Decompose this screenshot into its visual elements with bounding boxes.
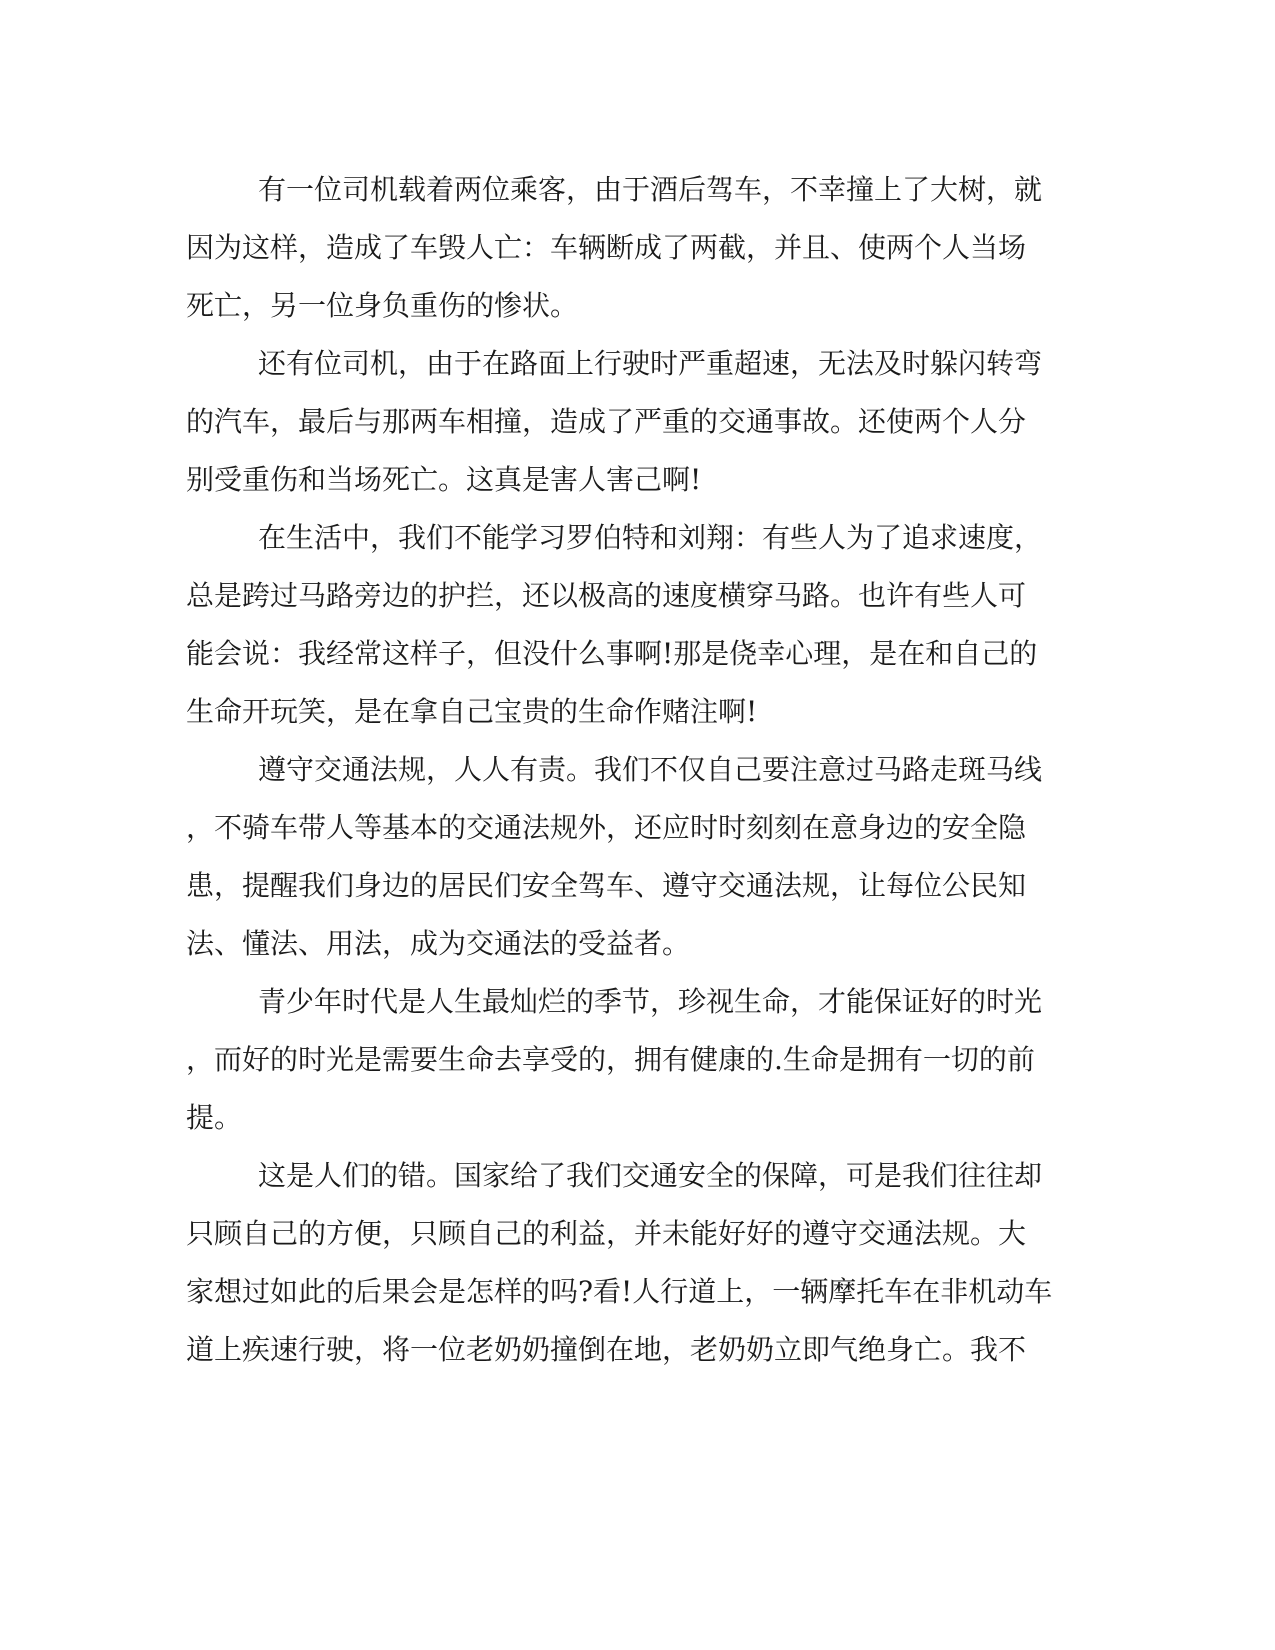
paragraph-line: 能会说：我经常这样子，但没什么事啊!那是侥幸心理，是在和自己的 (186, 637, 1038, 670)
paragraph-line: ，而好的时光是需要生命去享受的，拥有健康的.生命是拥有一切的前 (186, 1043, 1035, 1076)
paragraph-line: 死亡，另一位身负重伤的惨状。 (186, 289, 579, 322)
paragraph-line: 有一位司机载着两位乘客，由于酒后驾车，不幸撞上了大树，就 (258, 173, 1043, 206)
paragraph-line: 道上疾速行驶，将一位老奶奶撞倒在地，老奶奶立即气绝身亡。我不 (186, 1333, 1027, 1366)
paragraph-line: 提。 (186, 1101, 243, 1134)
paragraph-line: ，不骑车带人等基本的交通法规外，还应时时刻刻在意身边的安全隐 (186, 811, 1027, 844)
paragraph-line: 只顾自己的方便，只顾自己的利益，并未能好好的遵守交通法规。大 (186, 1217, 1027, 1250)
paragraph-line: 家想过如此的后果会是怎样的吗?看!人行道上，一辆摩托车在非机动车 (186, 1275, 1053, 1308)
paragraph-line: 法、懂法、用法，成为交通法的受益者。 (186, 927, 691, 960)
paragraph-line: 青少年时代是人生最灿烂的季节，珍视生命，才能保证好的时光 (258, 985, 1043, 1018)
paragraph-line: 这是人们的错。国家给了我们交通安全的保障，可是我们往往却 (258, 1159, 1043, 1192)
paragraph-line: 在生活中，我们不能学习罗伯特和刘翔：有些人为了追求速度， (258, 521, 1043, 554)
paragraph-line: 还有位司机，由于在路面上行驶时严重超速，无法及时躲闪转弯 (258, 347, 1043, 380)
paragraph-line: 别受重伤和当场死亡。这真是害人害己啊! (186, 463, 702, 496)
paragraph-line: 遵守交通法规，人人有责。我们不仅自己要注意过马路走斑马线 (258, 753, 1043, 786)
paragraph-line: 生命开玩笑，是在拿自己宝贵的生命作赌注啊! (186, 695, 758, 728)
paragraph-line: 因为这样，造成了车毁人亡：车辆断成了两截，并且、使两个人当场 (186, 231, 1027, 264)
paragraph-line: 患，提醒我们身边的居民们安全驾车、遵守交通法规，让每位公民知 (186, 869, 1027, 902)
paragraph-line: 的汽车，最后与那两车相撞，造成了严重的交通事故。还使两个人分 (186, 405, 1027, 438)
paragraph-line: 总是跨过马路旁边的护拦，还以极高的速度横穿马路。也许有些人可 (186, 579, 1027, 612)
